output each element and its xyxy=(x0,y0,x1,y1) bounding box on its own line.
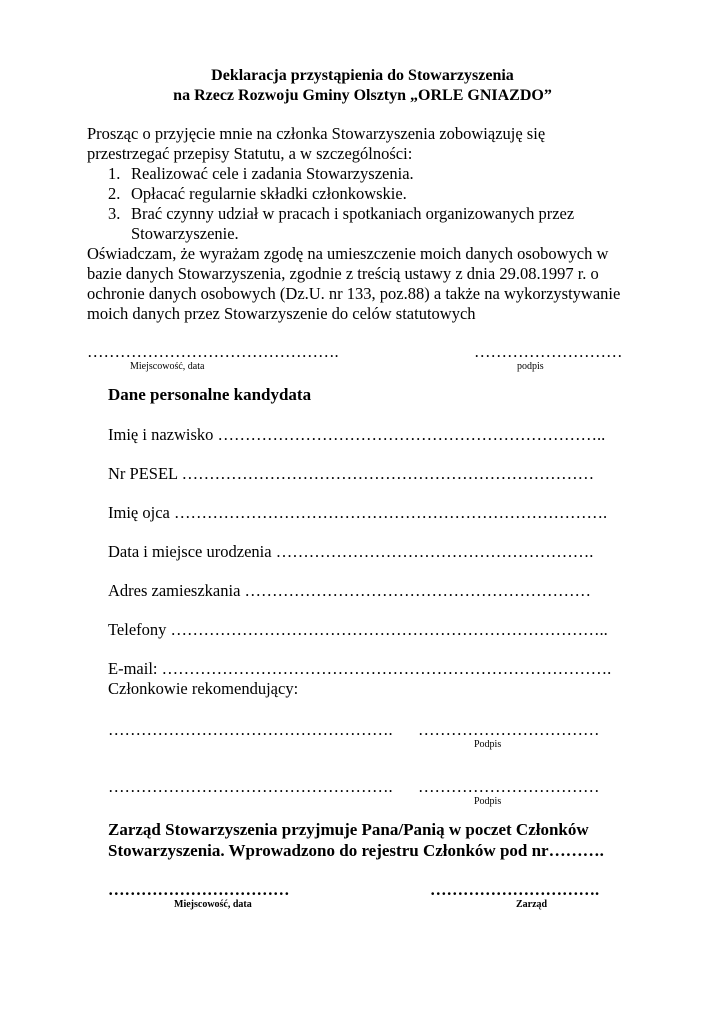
list-item-number: 3. xyxy=(108,204,121,223)
recommender-2-signature-field[interactable]: …………………………… xyxy=(418,777,600,796)
personal-data-heading: Dane personalne kandydata xyxy=(108,385,312,404)
intro-line-2: przestrzegać przepisy Statutu, a w szczególności: xyxy=(87,144,413,163)
list-item-number: 2. xyxy=(108,184,121,203)
birth-date-place-field[interactable] xyxy=(108,542,593,562)
title-line-2: na Rzecz Rozwoju Gminy Olsztyn „ORLE GNIAZDO” xyxy=(173,87,552,104)
full-name-field[interactable] xyxy=(108,425,605,445)
final-place-date-caption: Miejscowość, data xyxy=(174,899,252,910)
place-date-field[interactable]: ………………………………………. xyxy=(87,342,339,361)
consent-line-1: Oświadczam, że wyrażam zgodę na umieszczenie moich danych osobowych w xyxy=(87,244,609,263)
final-place-date-field[interactable]: …………………………… xyxy=(108,880,290,899)
field-label: E-mail: xyxy=(108,659,158,678)
recommender-2-signature-caption: Podpis xyxy=(474,796,502,807)
field-dots: …………………………………………………. xyxy=(275,542,594,561)
board-signature-field[interactable]: …………………………. xyxy=(430,880,600,899)
field-dots: …………………………………………………………….. xyxy=(217,425,606,444)
email-field[interactable] xyxy=(108,659,611,679)
board-signature-caption: Zarząd xyxy=(516,899,548,910)
consent-line-4: moich danych przez Stowarzyszenie do celów statutowych xyxy=(87,304,476,323)
list-item-continuation: Stowarzyszenie. xyxy=(131,224,239,243)
list-item: Opłacać regularnie składki członkowskie. xyxy=(131,184,407,203)
place-date-caption: Miejscowość, data xyxy=(130,361,205,372)
address-field[interactable] xyxy=(108,581,591,601)
signature-caption: podpis xyxy=(517,361,544,372)
field-label: Adres zamieszkania xyxy=(108,581,241,600)
recommending-members-label: Członkowie rekomendujący: xyxy=(108,679,299,698)
consent-line-3: ochronie danych osobowych (Dz.U. nr 133, poz.88) a także na wykorzystywanie xyxy=(87,284,621,303)
recommender-2-name-field[interactable]: ……………………………………………. xyxy=(108,777,393,796)
field-label: Nr PESEL xyxy=(108,464,178,483)
list-item: Realizować cele i zadania Stowarzyszenia. xyxy=(131,164,414,183)
field-dots: ………………………………………………………………… xyxy=(181,464,595,483)
field-dots: ……………………………………………………………………. xyxy=(173,503,608,522)
field-label: Imię i nazwisko xyxy=(108,425,214,444)
board-statement-line-1: Zarząd Stowarzyszenia przyjmuje Pana/Panią w poczet Członków xyxy=(108,820,589,839)
pesel-field[interactable] xyxy=(108,464,594,484)
intro-line-1: Prosząc o przyjęcie mnie na członka Stowarzyszenia zobowiązuję się xyxy=(87,124,546,143)
recommender-1-signature-caption: Podpis xyxy=(474,739,502,750)
title-line-1: Deklaracja przystąpienia do Stowarzyszenia xyxy=(211,67,514,84)
phones-field[interactable] xyxy=(108,620,608,640)
field-label: Imię ojca xyxy=(108,503,170,522)
board-statement-line-2: Stowarzyszenia. Wprowadzono do rejestru Członków pod nr………. xyxy=(108,841,604,860)
consent-line-2: bazie danych Stowarzyszenia, zgodnie z treścią ustawy z dnia 29.08.1997 r. o xyxy=(87,264,599,283)
field-dots: …………………………………………………………………….. xyxy=(170,620,608,639)
field-label: Telefony xyxy=(108,620,167,639)
father-name-field[interactable] xyxy=(108,503,607,523)
recommender-1-signature-field[interactable]: …………………………… xyxy=(418,720,600,739)
signature-field[interactable]: ……………………… xyxy=(474,342,623,361)
field-dots: ……………………………………………………… xyxy=(244,581,592,600)
list-item-number: 1. xyxy=(108,164,121,183)
recommender-1-name-field[interactable]: ……………………………………………. xyxy=(108,720,393,739)
list-item: Brać czynny udział w pracach i spotkaniach organizowanych przez xyxy=(131,204,575,223)
field-dots: ………………………………………………………………………. xyxy=(161,659,612,678)
field-label: Data i miejsce urodzenia xyxy=(108,542,272,561)
